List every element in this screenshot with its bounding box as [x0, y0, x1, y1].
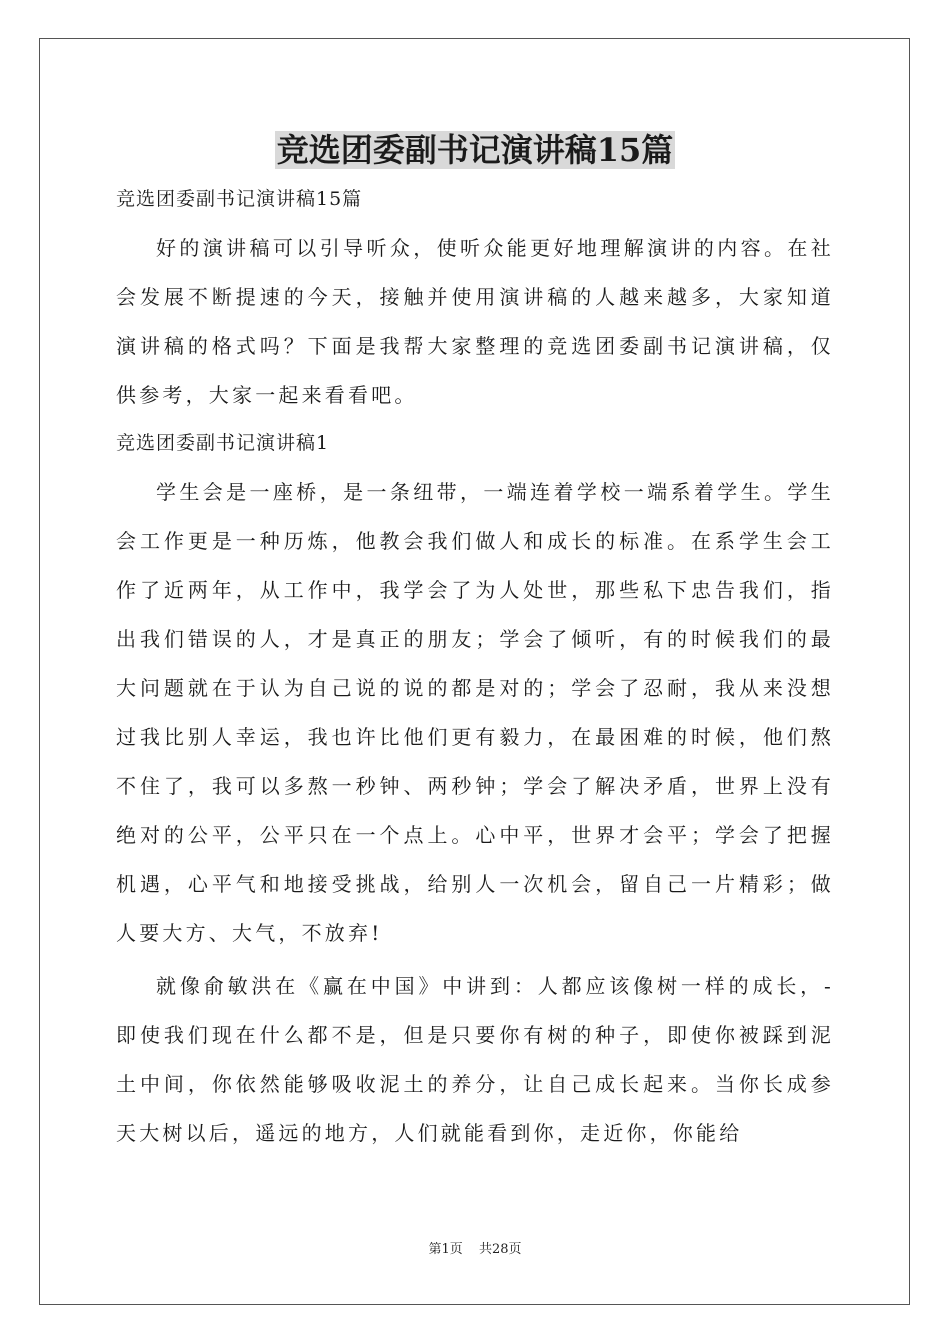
- paragraph-1: 学生会是一座桥，是一条纽带，一端连着学校一端系着学生。学生会工作更是一种历炼，他教会我们做人和成长的标准。在系学生会工作了近两年，从工作中，我学会了为人处世，那些私下忠告我们，指出我们错误的人，才是真正的朋友；学会了倾听，有的时候我们的最大问题就在于认为自己说的说的都是对的；学会了忍耐，我从来没想过我比别人幸运，我也许比他们更有毅力，在最困难的时候，他们熬不住了，我可以多熬一秒钟、两秒钟；学会了解决矛盾，世界上没有绝对的公平，公平只在一个点上。心中平，世界才会平；学会了把握机遇，心平气和地接受挑战，给别人一次机会，留自己一片精彩；做人要大方、大气，不放弃!: [116, 480, 834, 945]
- intro-paragraph: 好的演讲稿可以引导听众，使听众能更好地理解演讲的内容。在社会发展不断提速的今天，接触并使用演讲稿的人越来越多，大家知道演讲稿的格式吗？下面是我帮大家整理的竞选团委副书记演讲稿，仅供参考，大家一起来看看吧。: [116, 236, 834, 407]
- page-number: 第1页: [428, 1242, 463, 1257]
- page-total: 共28页: [478, 1242, 522, 1257]
- page-footer: [0, 1238, 950, 1257]
- document-subtitle: 竞选团委副书记演讲稿15篇: [116, 188, 363, 210]
- paragraph-2: 就像俞敏洪在《赢在中国》中讲到：人都应该像树一样的成长，-即使我们现在什么都不是，但是只要你有树的种子，即使你被踩到泥土中间，你依然能够吸收泥土的养分，让自己成长起来。当你长成参天大树以后，遥远的地方，人们就能看到你，走近你，你能给: [116, 974, 834, 1145]
- title-highlight: 竞选团委副书记演讲稿15篇: [276, 131, 674, 169]
- document-body: [116, 120, 834, 1158]
- document-title: [116, 120, 834, 180]
- section-heading: 竞选团委副书记演讲稿1: [116, 432, 330, 454]
